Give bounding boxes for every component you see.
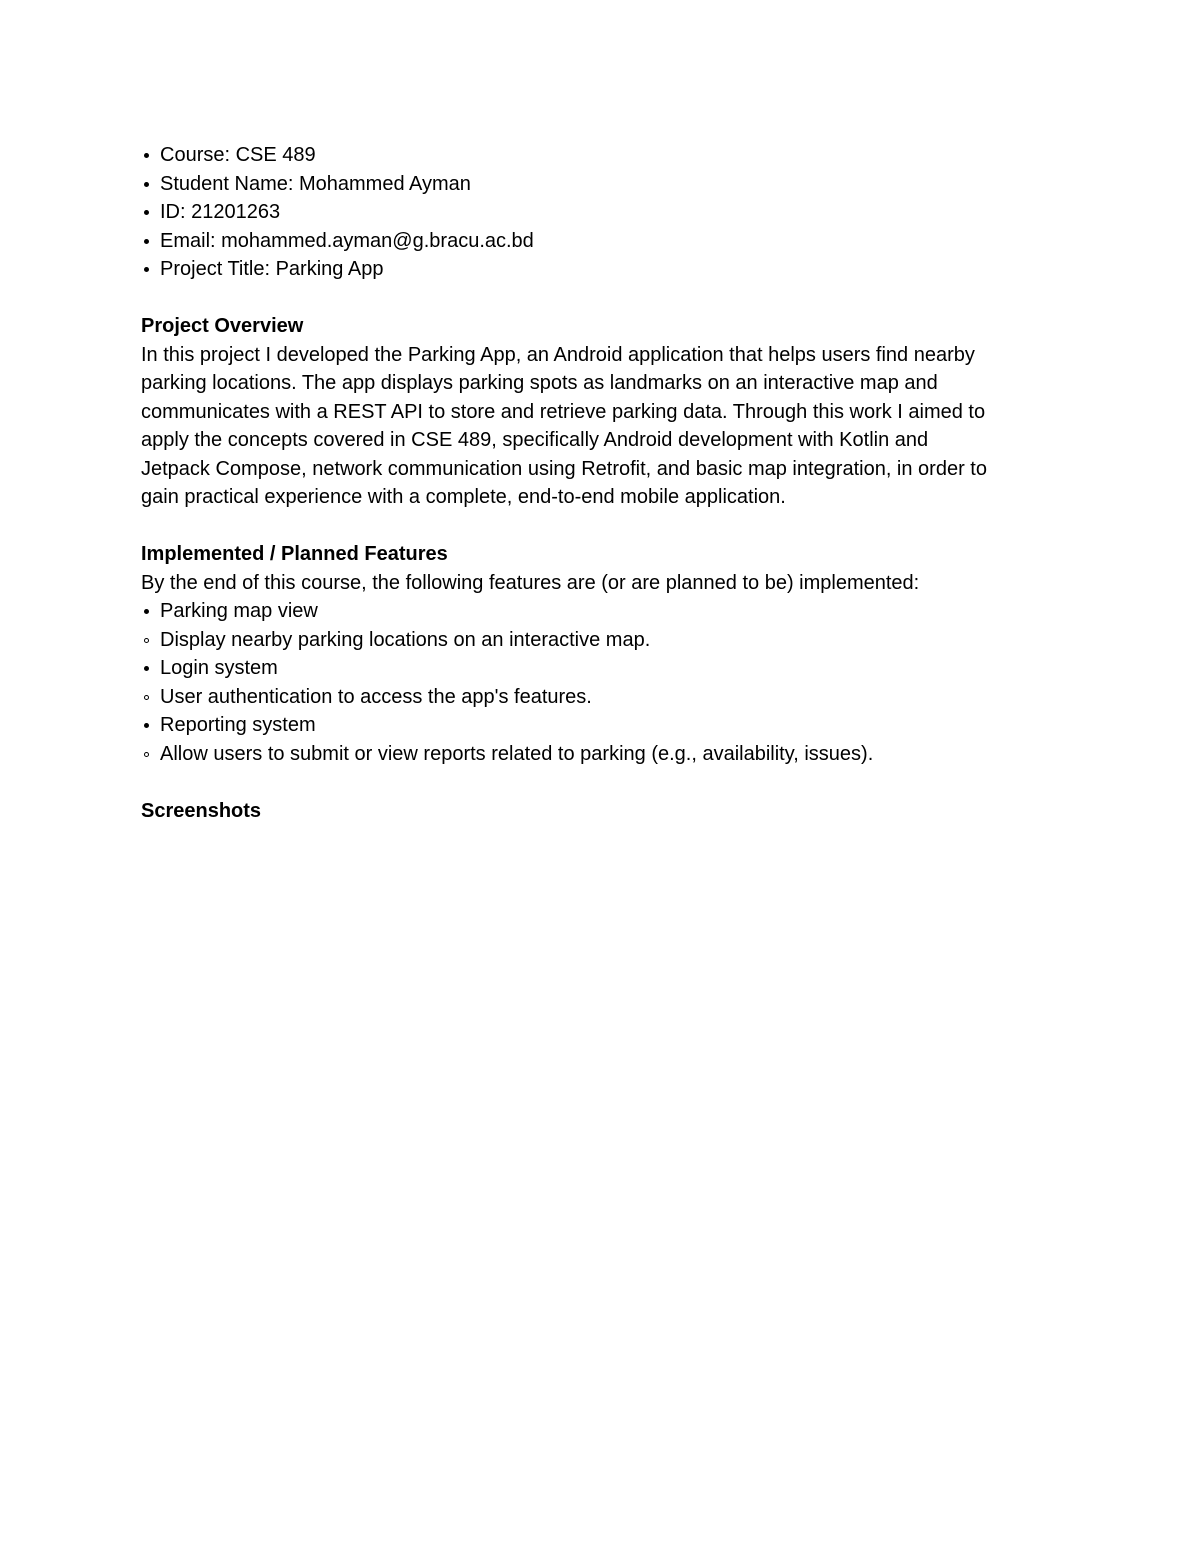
overview-heading: Project Overview [141, 315, 304, 337]
screenshots-heading: Screenshots [141, 799, 262, 822]
list-item [141, 170, 1071, 199]
overview-section [141, 312, 1071, 512]
screenshots-section [141, 797, 1071, 826]
overview-line: parking locations. The app displays parking spots as landmarks on an interactive map and [141, 372, 938, 394]
features-list [141, 597, 1071, 768]
list-item [141, 654, 1071, 683]
list-item [141, 597, 1071, 626]
features-intro: By the end of this course, the following features are (or are planned to be) implemented: [141, 571, 920, 594]
list-item [141, 198, 1071, 227]
overview-line: communicates with a REST API to store and retrieve parking data. Through this work I aimed to [141, 400, 986, 423]
feature-description: User authentication to access the app's features. [160, 685, 592, 708]
features-heading: Implemented / Planned Features [141, 543, 448, 565]
info-course: Course: CSE 489 [160, 144, 316, 166]
list-item [141, 683, 1071, 712]
list-item [141, 141, 1071, 170]
document-page [141, 141, 1071, 825]
overview-line: apply the concepts covered in CSE 489, specifically Android development with Kotlin and [141, 429, 929, 451]
features-section [141, 540, 1071, 768]
list-item [141, 255, 1071, 284]
overview-line: In this project I developed the Parking App, an Android application that helps users find nearby [141, 343, 975, 366]
list-item [141, 227, 1071, 256]
overview-line: gain practical experience with a complete, end-to-end mobile application. [141, 486, 786, 508]
feature-title: Login system [160, 657, 278, 679]
overview-line: Jetpack Compose, network communication using Retrofit, and basic map integration, in order to [141, 457, 987, 480]
info-id: ID: 21201263 [160, 201, 281, 223]
list-item [141, 711, 1071, 740]
list-item [141, 740, 1071, 769]
feature-description: Display nearby parking locations on an interactive map. [160, 628, 651, 651]
feature-title: Parking map view [160, 600, 318, 622]
info-email: Email: mohammed.ayman@g.bracu.ac.bd [160, 229, 534, 252]
list-item [141, 626, 1071, 655]
info-list [141, 141, 1071, 284]
feature-description: Allow users to submit or view reports related to parking (e.g., availability, issues). [160, 742, 874, 765]
info-student-name: Student Name: Mohammed Ayman [160, 172, 471, 195]
feature-title: Reporting system [160, 714, 316, 736]
overview-paragraph [141, 341, 1071, 512]
info-project-title: Project Title: Parking App [160, 258, 384, 280]
